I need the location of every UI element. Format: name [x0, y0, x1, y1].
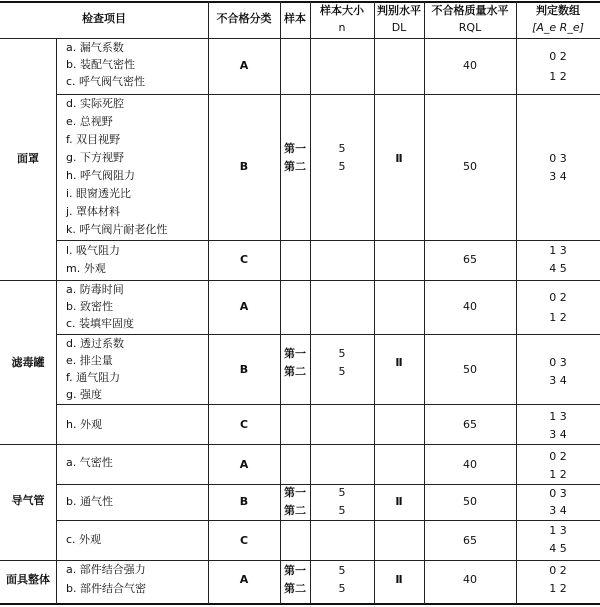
col-line	[374, 1, 375, 604]
group-name: 面具整体	[6, 573, 50, 586]
item-label: b. 通气性	[66, 495, 113, 508]
judge-re: 1 2	[549, 582, 567, 595]
sample-size: 5	[338, 142, 346, 155]
sample-second: 第二	[284, 365, 306, 378]
header-rql: 不合格质量水平	[431, 4, 509, 17]
header-size: 样本大小	[320, 4, 364, 17]
item-label: b. 装配气密性	[66, 58, 135, 71]
sample-size: 5	[338, 160, 346, 173]
sample-second: 第二	[284, 504, 306, 517]
bottom-border	[0, 603, 600, 605]
item-label: i. 眼窗透光比	[66, 187, 132, 200]
item-label: g. 强度	[66, 388, 102, 401]
judge-re: 4 5	[549, 262, 567, 275]
item-label: a. 气密性	[66, 456, 113, 469]
judge-ae: 0 2	[549, 450, 567, 463]
group-line	[0, 280, 600, 281]
row-line	[56, 484, 600, 485]
header-size-symbol: n	[338, 21, 346, 34]
col-line	[56, 38, 57, 604]
sample-size: 5	[338, 347, 346, 360]
rql-value: 65	[463, 534, 477, 547]
judge-ae: 1 3	[549, 244, 567, 257]
row-line	[56, 94, 600, 95]
item-label: e. 总视野	[66, 115, 113, 128]
sample-size: 5	[338, 365, 346, 378]
dl-value: Ⅱ	[395, 495, 403, 508]
item-label: d. 实际死腔	[66, 97, 124, 110]
judge-ae: 0 2	[549, 564, 567, 577]
category-badge: C	[239, 418, 249, 431]
judge-re: 4 5	[549, 542, 567, 555]
category-badge: A	[239, 59, 249, 72]
judge-re: 3 4	[549, 170, 567, 183]
item-label: b. 部件结合气密	[66, 582, 146, 595]
judge-re: 3 4	[549, 504, 567, 517]
judge-ae: 1 3	[549, 410, 567, 423]
judge-ae: 0 2	[549, 50, 567, 63]
judge-ae: 0 3	[549, 487, 567, 500]
item-label: f. 通气阻力	[66, 371, 121, 384]
rql-value: 40	[463, 300, 477, 313]
sample-size: 5	[338, 486, 346, 499]
item-label: c. 外观	[66, 533, 102, 546]
judge-ae: 0 3	[549, 152, 567, 165]
rql-value: 40	[463, 573, 477, 586]
sample-first: 第一	[284, 486, 306, 499]
item-label: c. 呼气阀气密性	[66, 75, 146, 88]
item-label: a. 部件结合强力	[66, 563, 146, 576]
item-label: h. 外观	[66, 418, 102, 431]
header-category: 不合格分类	[216, 12, 272, 25]
header-judge: 判定数组	[536, 4, 580, 17]
header-sample: 样本	[284, 12, 306, 25]
rql-value: 50	[463, 495, 477, 508]
dl-value: Ⅱ	[395, 152, 403, 165]
item-label: e. 排尘量	[66, 354, 113, 367]
item-label: j. 罩体材料	[66, 205, 121, 218]
sample-second: 第二	[284, 582, 306, 595]
sample-size: 5	[338, 504, 346, 517]
header-judge-symbol: [A_e R_e]	[532, 21, 584, 34]
header-rql-symbol: RQL	[458, 21, 482, 34]
judge-re: 1 2	[549, 311, 567, 324]
category-badge: B	[239, 160, 249, 173]
rql-value: 65	[463, 253, 477, 266]
dl-value: Ⅱ	[395, 356, 403, 369]
sample-first: 第一	[284, 564, 306, 577]
top-border	[0, 1, 600, 3]
rql-value: 65	[463, 418, 477, 431]
sample-first: 第一	[284, 347, 306, 360]
item-label: b. 致密性	[66, 300, 113, 313]
category-badge: B	[239, 495, 249, 508]
item-label: h. 呼气阀阻力	[66, 169, 135, 182]
judge-re: 3 4	[549, 428, 567, 441]
item-label: c. 装填牢固度	[66, 317, 135, 330]
rql-value: 50	[463, 160, 477, 173]
item-label: k. 呼气阀片耐老化性	[66, 223, 168, 236]
category-badge: C	[239, 253, 249, 266]
judge-re: 3 4	[549, 374, 567, 387]
category-badge: A	[239, 458, 249, 471]
item-label: d. 透过系数	[66, 337, 124, 350]
judge-ae: 0 2	[549, 291, 567, 304]
category-badge: B	[239, 363, 249, 376]
header-bottom-line	[0, 38, 600, 39]
sample-size: 5	[338, 564, 346, 577]
item-label: f. 双目视野	[66, 133, 121, 146]
item-label: a. 防毒时间	[66, 283, 124, 296]
group-name: 面罩	[17, 152, 39, 165]
group-name: 导气管	[11, 494, 45, 507]
sample-first: 第一	[284, 142, 306, 155]
category-badge: A	[239, 300, 249, 313]
row-line	[56, 334, 600, 335]
row-line	[56, 404, 600, 405]
row-line	[56, 520, 600, 521]
dl-value: Ⅱ	[395, 573, 403, 586]
group-line	[0, 444, 600, 445]
header-item: 检查项目	[82, 12, 126, 25]
item-label: a. 漏气系数	[66, 41, 124, 54]
item-label: m. 外观	[66, 262, 106, 275]
rql-value: 50	[463, 363, 477, 376]
item-label: l. 吸气阻力	[66, 244, 121, 257]
sample-second: 第二	[284, 160, 306, 173]
judge-ae: 0 3	[549, 356, 567, 369]
rql-value: 40	[463, 458, 477, 471]
judge-re: 1 2	[549, 70, 567, 83]
sample-size: 5	[338, 582, 346, 595]
row-line	[56, 240, 600, 241]
category-badge: C	[239, 534, 249, 547]
rql-value: 40	[463, 59, 477, 72]
category-badge: A	[239, 573, 249, 586]
group-line	[0, 560, 600, 561]
header-dl: 判别水平	[377, 4, 421, 17]
judge-re: 1 2	[549, 468, 567, 481]
judge-ae: 1 3	[549, 524, 567, 537]
header-dl-symbol: DL	[391, 21, 407, 34]
item-label: g. 下方视野	[66, 151, 124, 164]
group-name: 滤毒罐	[11, 356, 45, 369]
